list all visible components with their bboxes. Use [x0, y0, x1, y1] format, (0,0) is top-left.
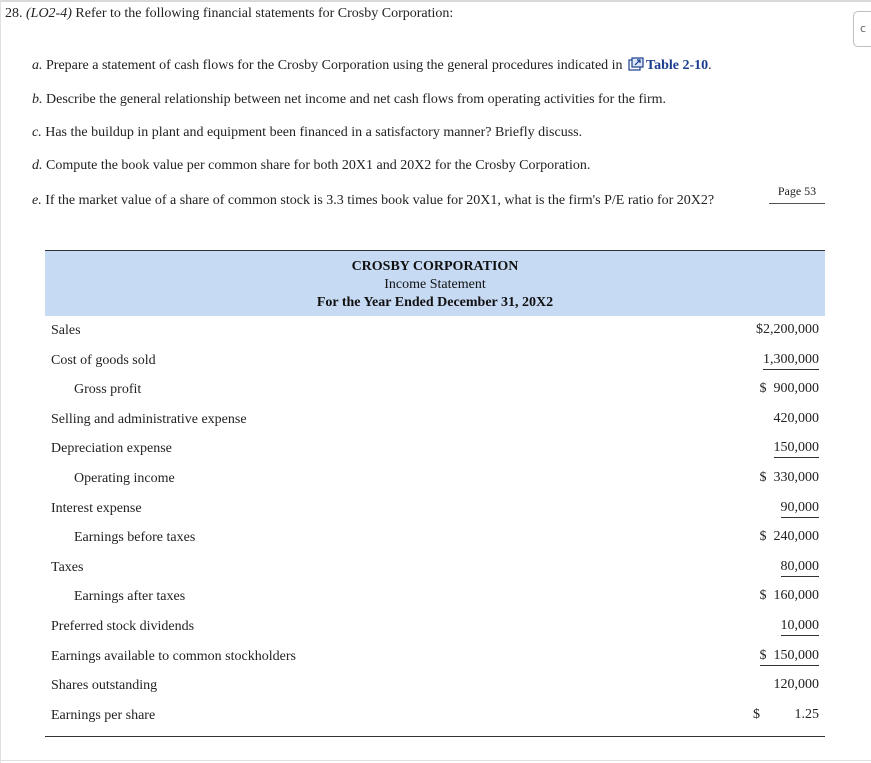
- row-label: Gross profit: [74, 382, 142, 398]
- table-row: [45, 523, 825, 553]
- row-amount: $2,200,000: [756, 322, 819, 337]
- part-letter: a.: [32, 58, 43, 73]
- row-label: Earnings available to common stockholders: [51, 648, 296, 664]
- row-label: Shares outstanding: [51, 678, 158, 694]
- row-label: Earnings per share: [51, 707, 156, 723]
- part-letter: c.: [32, 125, 42, 140]
- row-amount: $ 160,000: [759, 588, 819, 604]
- row-amount: 120,000: [773, 677, 819, 693]
- bottom-border: [0, 760, 871, 761]
- part-text: Has the buildup in plant and equipment been financed in a satisfactory manner? Briefly discuss.: [45, 125, 583, 140]
- table-row: [45, 316, 825, 346]
- table-row: [45, 434, 825, 464]
- table-row: [45, 553, 825, 583]
- row-label: Sales: [51, 323, 81, 338]
- table-row: [45, 701, 825, 731]
- part-text: Prepare a statement of cash flows for the Crosby Corporation using the general procedures indicated in: [46, 58, 623, 73]
- row-amount: $ 330,000: [759, 469, 819, 485]
- income-statement: [45, 250, 825, 737]
- top-border: [0, 0, 871, 2]
- left-border: [0, 0, 1, 763]
- row-amount: 1.25: [794, 706, 819, 722]
- part-b: [32, 92, 666, 108]
- row-amount: $ 900,000: [759, 381, 819, 397]
- external-link-icon[interactable]: [628, 57, 644, 76]
- question-text: Refer to the following financial statements for Crosby Corporation:: [75, 6, 454, 21]
- part-letter: b.: [32, 92, 43, 107]
- row-label: Earnings before taxes: [74, 530, 196, 546]
- row-label: Operating income: [74, 470, 175, 486]
- question-header: [5, 6, 453, 22]
- part-text: Compute the book value per common share for both 20X1 and 20X2 for the Crosby Corporation.: [46, 158, 591, 173]
- company-name: CROSBY CORPORATION: [351, 259, 519, 274]
- row-amount: 150,000: [774, 440, 820, 458]
- statement-bottom-rule: [45, 730, 825, 737]
- part-letter: d.: [32, 158, 43, 173]
- part-letter: e.: [32, 193, 42, 208]
- row-label: Preferred stock dividends: [51, 618, 195, 634]
- table-row: [45, 612, 825, 642]
- row-label: Depreciation expense: [51, 441, 172, 457]
- part-c: [32, 125, 582, 141]
- row-label: Selling and administrative expense: [51, 411, 247, 427]
- table-row: [45, 582, 825, 612]
- row-amount: 90,000: [781, 500, 820, 518]
- table-row: [45, 375, 825, 405]
- row-amount: $ 240,000: [759, 529, 819, 545]
- side-tab-glyph: c: [859, 22, 867, 35]
- table-2-10-link[interactable]: Table 2-10: [646, 58, 709, 73]
- table-row: [45, 405, 825, 435]
- statement-title: Income Statement: [384, 277, 486, 292]
- page-reference: Page 53: [769, 184, 825, 204]
- table-row: [45, 494, 825, 524]
- row-label: Earnings after taxes: [74, 589, 186, 605]
- table-row: [45, 642, 825, 672]
- statement-period: For the Year Ended December 31, 20X2: [316, 295, 554, 310]
- row-label: Taxes: [51, 559, 84, 575]
- row-label: Interest expense: [51, 500, 142, 516]
- row-amount: 80,000: [781, 559, 820, 577]
- currency-symbol: $: [753, 706, 760, 722]
- learning-objective-code: (LO2-4): [26, 6, 72, 21]
- table-row: [45, 346, 825, 376]
- question-number: 28.: [5, 6, 23, 21]
- part-suffix: .: [708, 58, 712, 73]
- side-panel-tab[interactable]: [853, 11, 871, 47]
- part-text: If the market value of a share of common stock is 3.3 times book value for 20X1, what is the firm's P/E ratio for 20X2?: [45, 193, 715, 208]
- table-row: [45, 671, 825, 701]
- part-a: [32, 57, 712, 76]
- row-amount: 10,000: [781, 618, 820, 636]
- row-amount: $ 150,000: [760, 648, 820, 666]
- row-amount: 1,300,000: [763, 352, 819, 370]
- part-text: Describe the general relationship between net income and net cash flows from operating activities for the firm.: [46, 92, 667, 107]
- statement-header: [45, 250, 825, 316]
- part-e: [32, 193, 714, 209]
- table-row: [45, 464, 825, 494]
- part-d: [32, 158, 590, 174]
- row-label: Cost of goods sold: [51, 352, 156, 368]
- row-amount: 420,000: [773, 410, 819, 426]
